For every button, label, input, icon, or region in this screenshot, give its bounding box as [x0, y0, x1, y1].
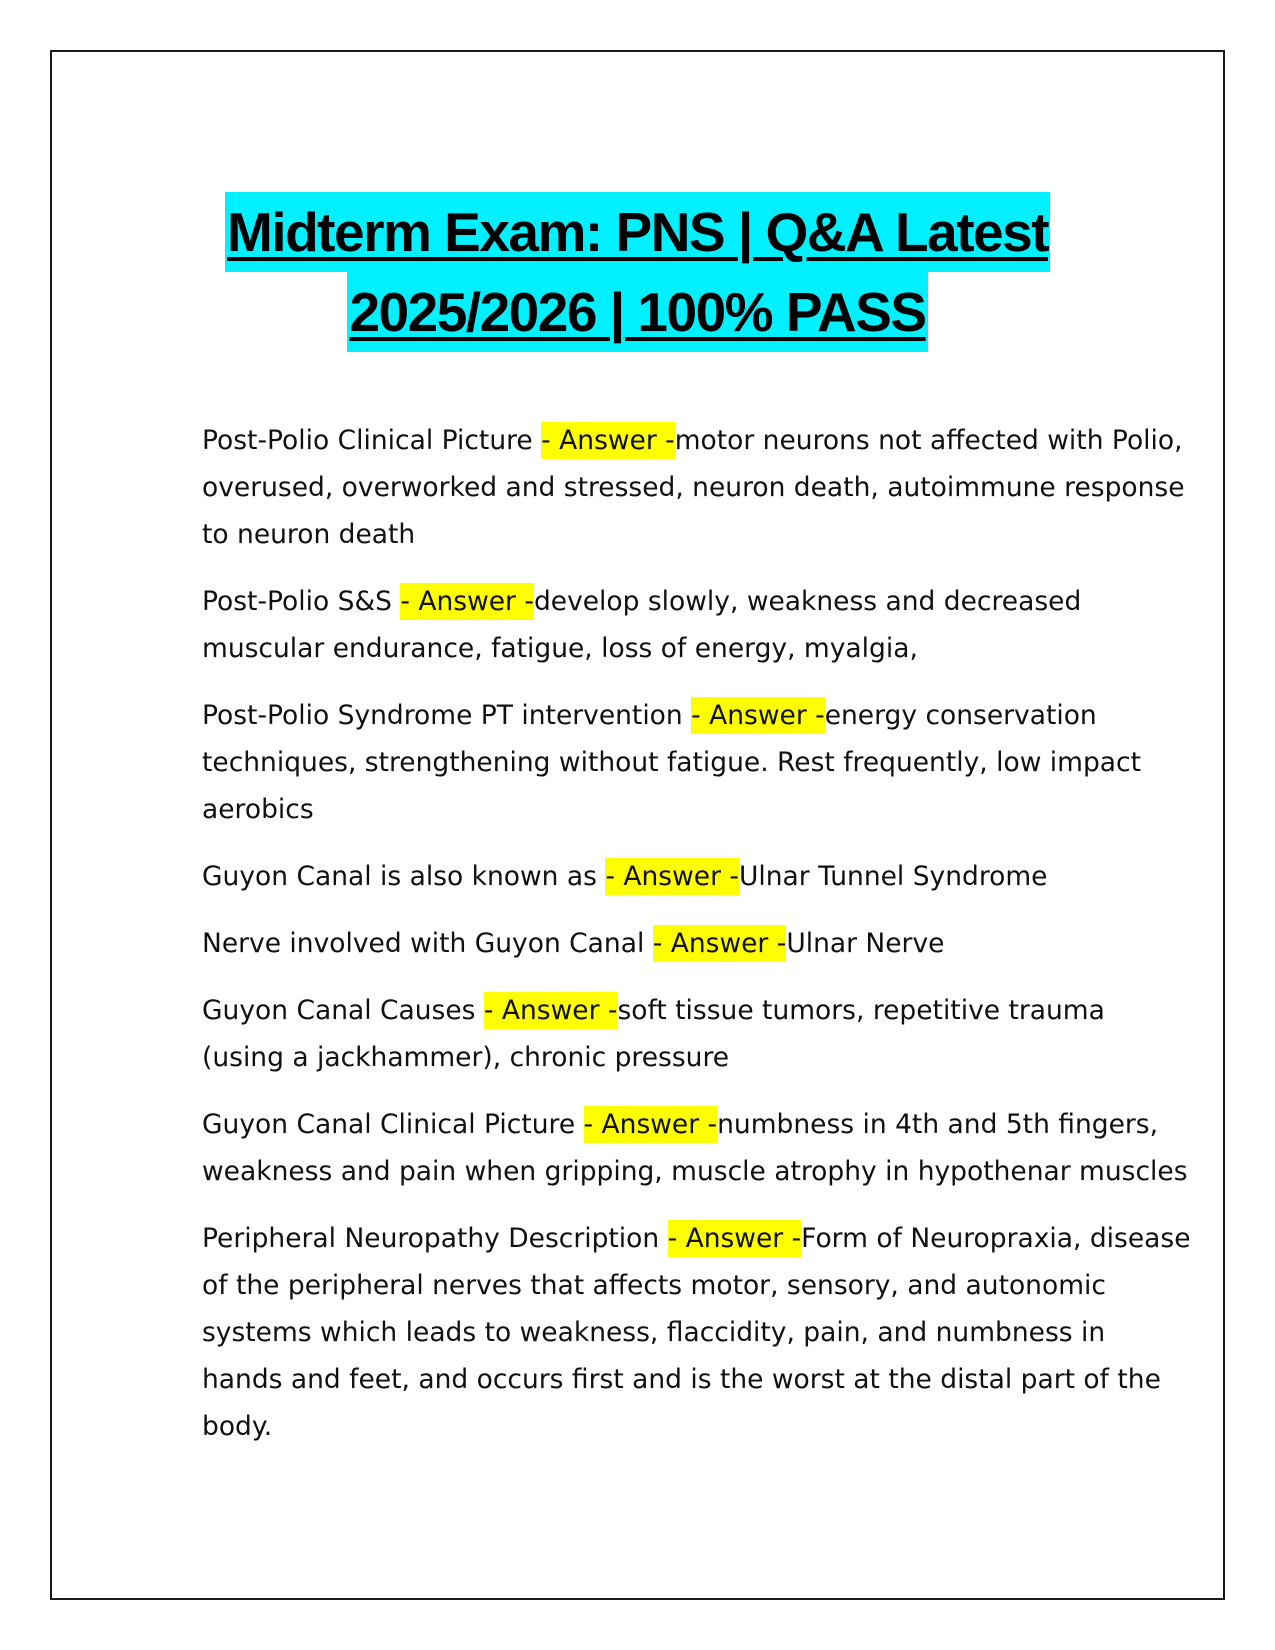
answer-text: Ulnar Nerve: [786, 928, 945, 959]
qa-item: [202, 987, 1192, 1081]
answer-marker: - Answer -: [400, 583, 534, 620]
qa-item: [202, 417, 1192, 558]
question-text: Post-Polio Clinical Picture: [202, 425, 542, 456]
qa-item: [202, 920, 1192, 967]
answer-marker: - Answer -: [653, 925, 787, 962]
question-text: Guyon Canal Clinical Picture: [202, 1109, 584, 1140]
qa-list: [202, 417, 1192, 1470]
question-text: Post-Polio Syndrome PT intervention: [202, 700, 692, 731]
answer-marker: - Answer -: [541, 422, 675, 459]
question-text: Nerve involved with Guyon Canal: [202, 928, 653, 959]
answer-text: motor neurons not affected with Polio, overused, overworked and stressed, neuron death, autoimmune response to neuron death: [202, 425, 1185, 550]
answer-marker: - Answer -: [484, 992, 618, 1029]
qa-item: [202, 1215, 1192, 1450]
qa-item: [202, 1101, 1192, 1195]
page-title: [52, 192, 1223, 352]
qa-item: [202, 578, 1192, 672]
answer-text: numbness in 4th and 5th fingers, weakness and pain when gripping, muscle atrophy in hypothenar muscles: [202, 1109, 1188, 1187]
question-text: Peripheral Neuropathy Description: [202, 1223, 668, 1254]
qa-item: [202, 853, 1192, 900]
answer-marker: - Answer -: [605, 858, 739, 895]
answer-text: soft tissue tumors, repetitive trauma (using a jackhammer), chronic pressure: [202, 995, 1105, 1073]
answer-marker: - Answer -: [668, 1220, 802, 1257]
answer-marker: - Answer -: [691, 697, 825, 734]
answer-text: energy conservation techniques, strengthening without fatigue. Rest frequently, low impact aerobics: [202, 700, 1142, 825]
question-text: Guyon Canal is also known as: [202, 861, 606, 892]
question-text: Post-Polio S&S: [202, 586, 401, 617]
qa-item: [202, 692, 1192, 833]
title-line-2: 2025/2026 | 100% PASS: [347, 272, 927, 352]
title-line-1: Midterm Exam: PNS | Q&A Latest: [225, 192, 1050, 272]
answer-text: Form of Neuropraxia, disease of the peripheral nerves that affects motor, sensory, and autonomic systems which leads to weakness, flaccidity, pain, and numbness in hands and feet, and occurs first and is the worst at the distal part of the body.: [202, 1223, 1191, 1442]
page-frame: [50, 50, 1225, 1600]
answer-text: Ulnar Tunnel Syndrome: [738, 861, 1048, 892]
question-text: Guyon Canal Causes: [202, 995, 484, 1026]
answer-text: develop slowly, weakness and decreased muscular endurance, fatigue, loss of energy, myalgia,: [202, 586, 1082, 664]
answer-marker: - Answer -: [584, 1106, 718, 1143]
